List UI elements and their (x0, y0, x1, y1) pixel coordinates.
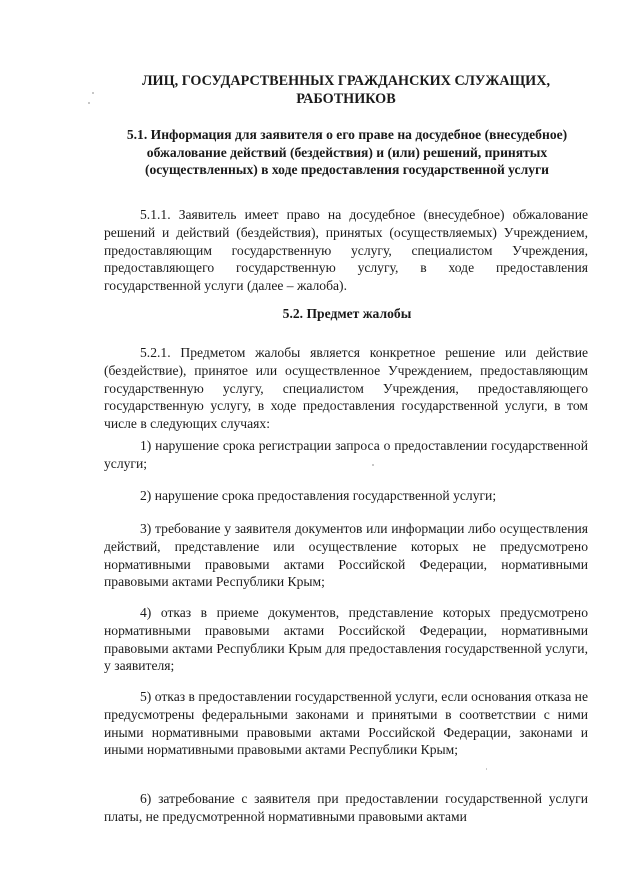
list-item-1: 1) нарушение срока регистрации запроса о предоставлении государственной услуги; (104, 438, 588, 471)
scan-speck (92, 92, 94, 94)
list-item-5: 5) отказ в предоставлении государственной услуги, если основания отказа не предусмотрены федеральными законами и принятыми в соответствии с ними иными нормативными правовыми актами Российской Федерации, законами и иными нормативными правовыми актами Республики Крым; (104, 689, 588, 758)
paragraph-5-2-1: 5.2.1. Предметом жалобы является конкретное решение или действие (бездействие), принятое или осуществленное Учреждением, предоставляющим государственную услугу, специалистом Учреждения, предоставляющего государственную услугу, в ходе предоставления государственной услуги, в том числе в следующих случаях: (104, 345, 588, 432)
scan-speck (486, 768, 487, 770)
paragraph-5-1-1: 5.1.1. Заявитель имеет право на досудебное (внесудебное) обжалование решений и действий (бездействия), принятых (осуществляемых) Учреждением, предоставляющим государственную услугу, специалистом Учреждения, предоставляющего государственную услугу, в ходе предоставления государственной услуги (далее – жалоба). (104, 207, 588, 294)
list-item-3: 3) требование у заявителя документов или информации либо осуществления действий, представление или осуществление которых не предусмотрено нормативными правовыми актами Российской Федерации, нормативными правовыми актами Республики Крым; (104, 521, 588, 590)
list-item-4: 4) отказ в приеме документов, представление которых предусмотрено нормативными правовыми актами Российской Федерации, нормативными правовыми актами Республики Крым для предоставления государственной услуги, у заявителя; (104, 605, 588, 674)
section-5-1-heading: 5.1. Информация для заявителя о его праве на досудебное (внесудебное) обжалование действий (бездействия) и (или) решений, принятых (осуществленных) в ходе предоставления государственной услуги (126, 127, 568, 178)
section-5-2-heading: 5.2. Предмет жалобы (282, 306, 412, 321)
list-item-6: 6) затребование с заявителя при предоставлении государственной услуги платы, не предусмотренной нормативными правовыми актами (104, 791, 588, 824)
scan-speck (88, 102, 90, 104)
document-title: ЛИЦ, ГОСУДАРСТВЕННЫХ ГРАЖДАНСКИХ СЛУЖАЩИХ, РАБОТНИКОВ (141, 73, 551, 107)
list-item-2: 2) нарушение срока предоставления государственной услуги; (140, 488, 497, 503)
